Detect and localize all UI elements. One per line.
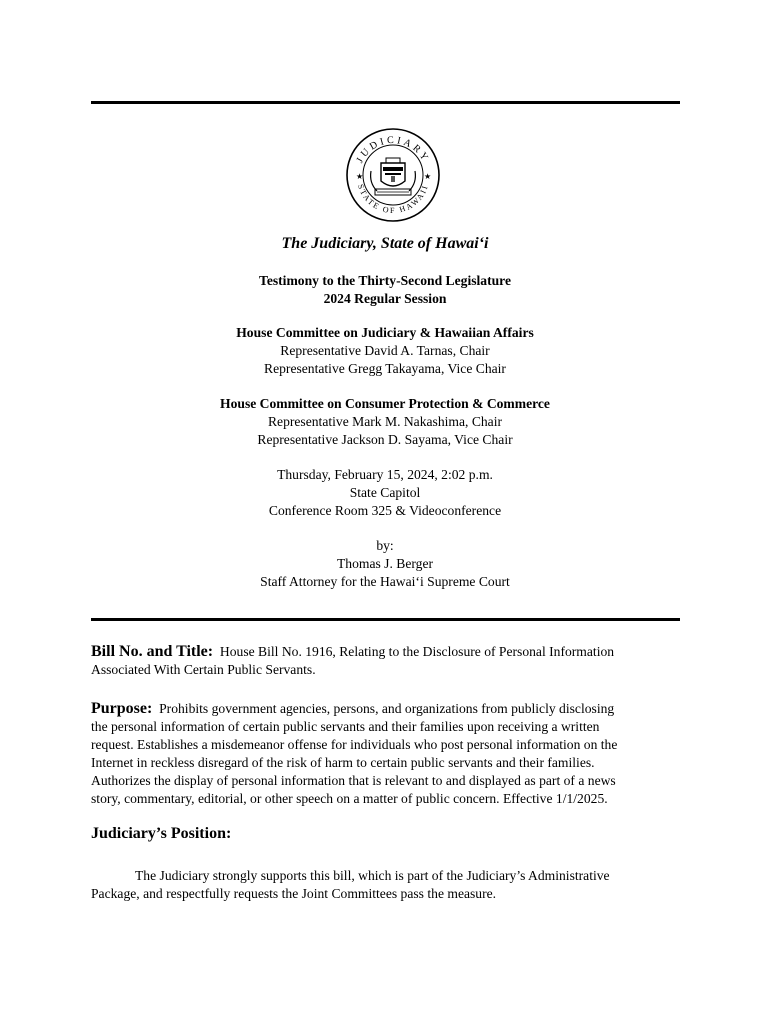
committee1-name: House Committee on Judiciary & Hawaiian Affairs	[236, 325, 534, 340]
bill-heading: Bill No. and Title:	[91, 643, 214, 660]
committee1-block	[0, 324, 770, 378]
position-paragraph	[91, 867, 681, 903]
bill-paragraph	[91, 643, 681, 679]
session-line: 2024 Regular Session	[323, 291, 447, 306]
svg-text:STATE OF HAWAII: STATE OF HAWAII	[355, 183, 431, 216]
svg-text:★: ★	[356, 172, 364, 181]
purpose-paragraph	[91, 700, 681, 808]
hearing-location: State Capitol	[349, 485, 421, 500]
purpose-text-3: request. Establishes a misdemeanor offense for individuals who post personal information on the	[91, 737, 618, 752]
by-block	[0, 537, 770, 591]
committee2-name: House Committee on Consumer Protection & Commerce	[220, 396, 550, 411]
svg-text:★: ★	[424, 172, 432, 181]
top-rule	[91, 101, 680, 104]
hearing-room: Conference Room 325 & Videoconference	[268, 503, 502, 518]
purpose-text-2: the personal information of certain public servants and their families upon receiving a written	[91, 719, 600, 734]
purpose-heading: Purpose:	[91, 700, 153, 717]
purpose-text-4: Internet in reckless disregard of the risk of harm to certain public servants and their families.	[91, 755, 595, 770]
judiciary-seal-logo	[345, 127, 441, 223]
committee2-vice-chair: Representative Jackson D. Sayama, Vice Chair	[257, 432, 513, 447]
testimony-block	[0, 272, 770, 308]
committee2-chair: Representative Mark M. Nakashima, Chair	[267, 414, 503, 429]
purpose-text-6: story, commentary, editorial, or other speech on a matter of public concern. Effective 1/1/2025.	[91, 791, 608, 806]
author-role: Staff Attorney for the Hawai‘i Supreme Court	[260, 574, 510, 589]
purpose-text-5: Authorizes the display of personal information that is relevant to and displayed as part of a news	[91, 773, 616, 788]
svg-text:JUDICIARY: JUDICIARY	[354, 134, 432, 166]
page-title: The Judiciary, State of Hawai‘i	[281, 235, 489, 252]
hearing-datetime: Thursday, February 15, 2024, 2:02 p.m.	[277, 467, 493, 482]
header-title-block	[0, 234, 770, 254]
hearing-block	[0, 466, 770, 520]
bill-text-1: House Bill No. 1916, Relating to the Disclosure of Personal Information	[219, 644, 615, 659]
purpose-text-1: Prohibits government agencies, persons, and organizations from publicly disclosing	[159, 701, 615, 716]
position-text-2: Package, and respectfully requests the Joint Committees pass the measure.	[91, 886, 497, 901]
testimony-line: Testimony to the Thirty-Second Legislature	[259, 273, 511, 288]
by-label: by:	[376, 538, 394, 553]
committee2-block	[0, 395, 770, 449]
bill-line-1	[91, 643, 681, 661]
bottom-rule	[91, 618, 680, 621]
position-text-1: The Judiciary strongly supports this bill, which is part of the Judiciary’s Administrative	[135, 868, 610, 883]
author-name: Thomas J. Berger	[336, 556, 434, 571]
position-heading: Judiciary’s Position:	[91, 825, 232, 842]
bill-text-2: Associated With Certain Public Servants.	[91, 662, 316, 677]
committee1-chair: Representative David A. Tarnas, Chair	[280, 343, 490, 358]
purpose-line-1	[91, 700, 681, 718]
committee1-vice-chair: Representative Gregg Takayama, Vice Chair	[264, 361, 506, 376]
